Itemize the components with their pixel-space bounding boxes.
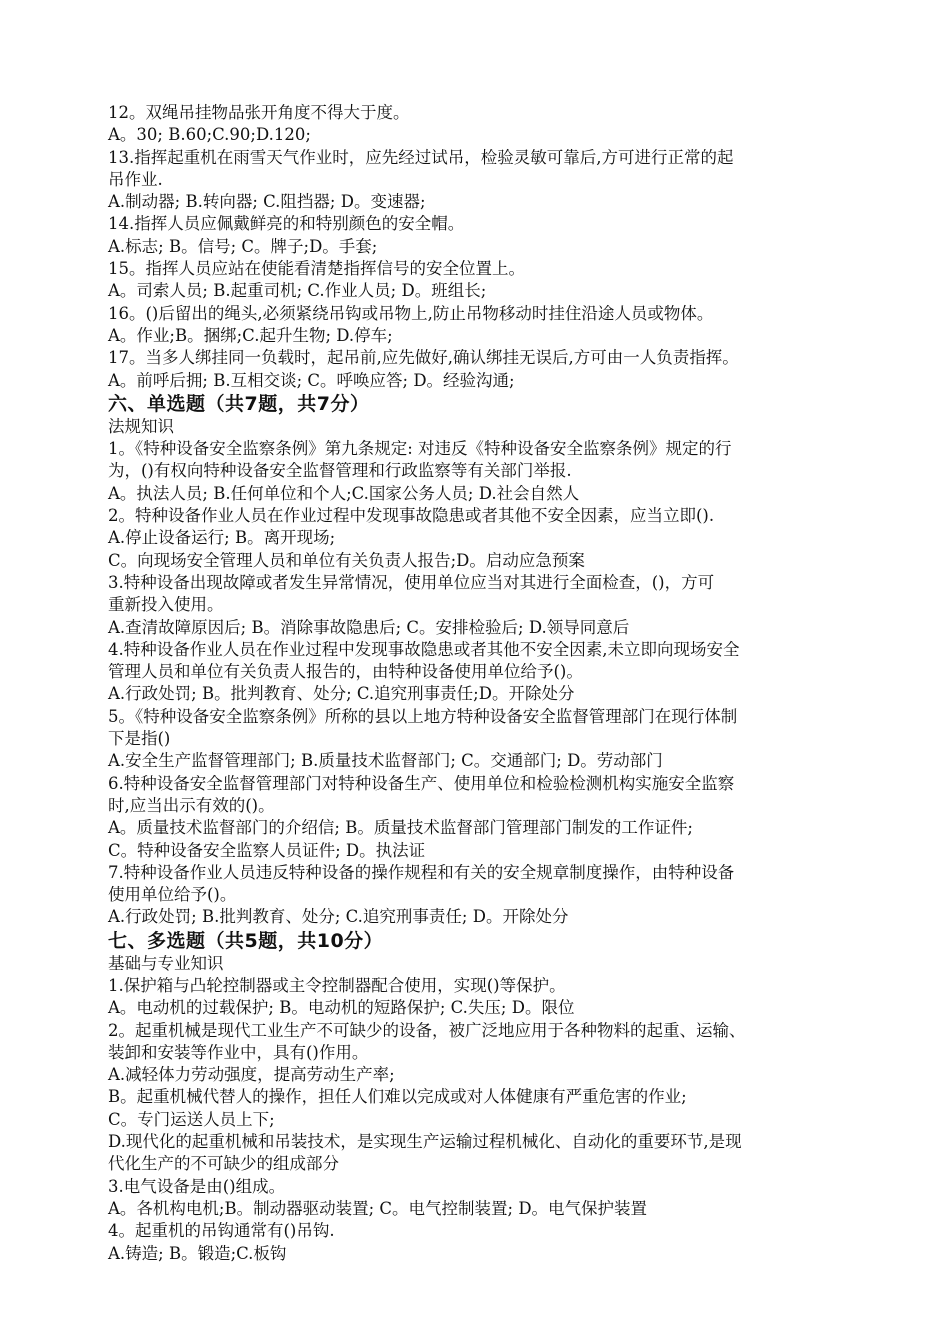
text-line: 使用单位给予()。 bbox=[108, 885, 237, 905]
text-line: 重新投入使用。 bbox=[108, 595, 224, 615]
text-line: A.减轻体力劳动强度，提高劳动生产率; bbox=[108, 1065, 395, 1085]
text-line: 16。()后留出的绳头,必须紧绕吊钩或吊物上,防止吊物移动时挂住沿途人员或物体。 bbox=[108, 303, 714, 323]
text-line: 管理人员和单位有关负责人报告的，由特种设备使用单位给予()。 bbox=[108, 662, 583, 682]
text-line: C。特种设备安全监察人员证件; D。执法证 bbox=[108, 840, 426, 860]
text-line: 4.特种设备作业人员在作业过程中发现事故隐患或者其他不安全因素,未立即向现场安全 bbox=[108, 639, 740, 659]
text-line: 1.保护箱与凸轮控制器或主令控制器配合使用，实现()等保护。 bbox=[108, 975, 566, 995]
text-line: 4。起重机的吊钩通常有()吊钩. bbox=[108, 1221, 335, 1241]
text-line: 13.指挥起重机在雨雪天气作业时，应先经过试吊，检验灵敏可靠后,方可进行正常的起 bbox=[108, 147, 734, 167]
question-block-part1 bbox=[108, 102, 853, 392]
text-line: A。各机构电机;B。制动器驱动装置; C。电气控制装置; D。电气保护装置 bbox=[108, 1198, 648, 1218]
text-line: A。质量技术监督部门的介绍信; B。质量技术监督部门管理部门制发的工作证件; bbox=[108, 818, 693, 838]
text-line: 3.电气设备是由()组成。 bbox=[108, 1176, 286, 1196]
text-line: A.安全生产监督管理部门; B.质量技术监督部门; C。交通部门; D。劳动部门 bbox=[108, 751, 663, 771]
text-line: 15。指挥人员应站在使能看清楚指挥信号的安全位置上。 bbox=[108, 259, 525, 279]
text-line: A.标志; B。信号; C。牌子;D。手套; bbox=[108, 236, 378, 256]
text-line: A.查清故障原因后; B。消除事故隐患后; C。安排检验后; D.领导同意后 bbox=[108, 617, 630, 637]
text-line: 1。《特种设备安全监察条例》第九条规定: 对违反《特种设备安全监察条例》规定的行 bbox=[108, 439, 732, 459]
text-line: A.铸造; B。锻造;C.板钩 bbox=[108, 1243, 287, 1263]
text-line: B。起重机械代替人的操作，担任人们难以完成或对人体健康有严重危害的作业; bbox=[108, 1087, 687, 1107]
text-line: 时,应当出示有效的()。 bbox=[108, 795, 275, 815]
text-line: 12。双绳吊挂物品张开角度不得大于度。 bbox=[108, 103, 410, 122]
text-line: A.行政处罚; B.批判教育、处分; C.追究刑事责任; D。开除处分 bbox=[108, 907, 569, 927]
text-line: 7.特种设备作业人员违反特种设备的操作规程和有关的安全规章制度操作，由特种设备 bbox=[108, 862, 735, 882]
text-line: A.停止设备运行; B。离开现场; bbox=[108, 528, 336, 548]
text-line: 代化生产的不可缺少的组成部分 bbox=[108, 1154, 339, 1174]
text-line: A.行政处罚; B。批判教育、处分; C.追究刑事责任;D。开除处分 bbox=[108, 684, 575, 704]
section-6-title: 六、单选题（共7题，共7分） bbox=[108, 392, 370, 415]
section-6-subtitle: 法规知识 bbox=[108, 416, 174, 436]
document-page bbox=[108, 102, 853, 1265]
text-line: 2。起重机械是现代工业生产不可缺少的设备，被广泛地应用于各种物料的起重、运输、 bbox=[108, 1020, 746, 1040]
text-line: 2。特种设备作业人员在作业过程中发现事故隐患或者其他不安全因素，应当立即(). bbox=[108, 506, 715, 526]
text-line: C。向现场安全管理人员和单位有关负责人报告;D。启动应急预案 bbox=[108, 550, 585, 570]
text-line: C。专门运送人员上下; bbox=[108, 1109, 275, 1129]
text-line: 吊作业. bbox=[108, 169, 163, 189]
text-line: 6.特种设备安全监督管理部门对特种设备生产、使用单位和检验检测机构实施安全监察 bbox=[108, 773, 735, 793]
text-line: 下是指() bbox=[108, 729, 171, 749]
question-block-section6 bbox=[108, 438, 853, 929]
section-7-subtitle: 基础与专业知识 bbox=[108, 953, 224, 973]
text-line: 装卸和安装等作业中，具有()作用。 bbox=[108, 1042, 369, 1062]
question-block-section7 bbox=[108, 975, 853, 1265]
text-line: D.现代化的起重机械和吊装技术，是实现生产运输过程机械化、自动化的重要环节,是现 bbox=[108, 1132, 742, 1152]
text-line: A.制动器; B.转向器; C.阻挡器; D。变速器; bbox=[108, 192, 426, 212]
text-line: 5。《特种设备安全监察条例》所称的县以上地方特种设备安全监督管理部门在现行体制 bbox=[108, 706, 738, 726]
section-7-title: 七、多选题（共5题，共10分） bbox=[108, 929, 384, 952]
text-line: A。作业;B。捆绑;C.起升生物; D.停车; bbox=[108, 325, 393, 345]
text-line: A。30; B.60;C.90;D.120; bbox=[108, 125, 311, 145]
text-line: 为，()有权向特种设备安全监督管理和行政监察等有关部门举报. bbox=[108, 461, 572, 481]
text-line: A。电动机的过载保护; B。电动机的短路保护; C.失压; D。限位 bbox=[108, 998, 575, 1018]
text-line: A。前呼后拥; B.互相交谈; C。呼唤应答; D。经验沟通; bbox=[108, 370, 515, 390]
text-line: 3.特种设备出现故障或者发生异常情况，使用单位应当对其进行全面检查，()，方可 bbox=[108, 572, 715, 592]
text-line: A。司索人员; B.起重司机; C.作业人员; D。班组长; bbox=[108, 281, 487, 301]
text-line: 14.指挥人员应佩戴鲜亮的和特别颜色的安全帽。 bbox=[108, 214, 465, 234]
text-line: 17。当多人绑挂同一负载时，起吊前,应先做好,确认绑挂无误后,方可由一人负责指挥。 bbox=[108, 348, 739, 368]
text-line: A。执法人员; B.任何单位和个人;C.国家公务人员; D.社会自然人 bbox=[108, 483, 580, 503]
